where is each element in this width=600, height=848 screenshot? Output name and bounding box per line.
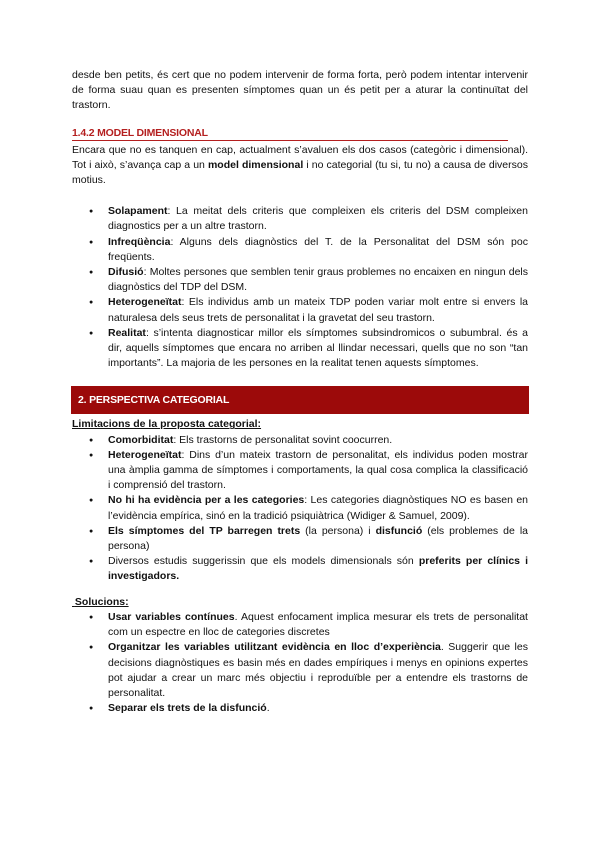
list-item — [72, 493, 528, 523]
list-item — [72, 524, 528, 554]
dimensional-paragraph-text-end: i no categorial (tu si, tu no) a causa de diversos motius. — [72, 158, 528, 187]
list-item — [72, 554, 528, 584]
list-item-text: : Dins d’un mateix trastorn de personalitat, els individus poden mostrar una àmplia gamma de símptomes i comportaments, la qual cosa complica la classificació i comprensió del trastorn. — [108, 448, 528, 492]
list-item-text: . Suggerir que les decisions diagnòstiques es basin més en dades empíriques i menys en opinions expertes pot ajudar a crear un marc més objectiu i reproduïble per a entendre els trastorns de personalitat. — [108, 641, 528, 699]
list-item-text: : La meitat dels criteris que compleixen els criteris del DSM compleixen diagnostics per a un altre trastorn. — [108, 205, 528, 233]
dimensional-reasons-list — [72, 204, 528, 371]
dimensional-paragraph-text: Encara que no es tanquen en cap, actualment s’avaluen els dos casos (categòric i dimensional). Tot i això, s’avança cap a un — [72, 143, 528, 171]
list-item — [72, 326, 528, 372]
section-banner-perspectiva-categorial: 2. PERSPECTIVA CATEGORIAL — [71, 386, 529, 414]
list-item-term: Solapament — [108, 205, 168, 218]
list-item-term: Els símptomes del TP barregen trets — [108, 524, 301, 537]
list-item — [72, 701, 528, 716]
list-item-term: Difusió — [108, 266, 144, 279]
intro-paragraph: desde ben petits, és cert que no podem intervenir de forma forta, però podem intentar intervenir de forma suau quan es presenten símptomes quan un és petit per a aturar la continuïtat del trastorn. — [72, 69, 528, 112]
list-item-term: Heterogeneïtat — [108, 448, 182, 461]
list-item — [72, 235, 528, 265]
list-item-text: : Els trastorns de personalitat sovint coocurren. — [173, 433, 393, 446]
list-item — [72, 610, 528, 640]
list-item-term-2: disfunció — [375, 524, 423, 537]
list-item — [72, 433, 528, 448]
dimensional-paragraph — [72, 143, 528, 189]
section-heading-model-dimensional: 1.4.2 MODEL DIMENSIONAL — [72, 127, 508, 141]
limitations-heading: Limitacions de la proposta categorial: — [72, 418, 262, 431]
list-item — [72, 265, 528, 295]
dimensional-paragraph-bold: model dimensional — [207, 158, 304, 171]
list-item-term: Organitzar les variables utilitzant evidència en lloc d’experiència — [108, 641, 441, 654]
list-item-term: Usar variables contínues — [108, 610, 235, 623]
list-item-term: No hi ha evidència per a les categories — [108, 494, 305, 507]
list-item-term: Comorbiditat — [108, 433, 174, 446]
solutions-heading — [72, 595, 528, 610]
list-item-term: Realitat — [108, 326, 146, 339]
list-item — [72, 204, 528, 234]
document-page — [72, 68, 528, 716]
list-item-term: Separar els trets de la disfunció — [108, 702, 267, 715]
list-item-text: : s’intenta diagnosticar millor els símptomes subsindromicos o subumbral. és a dir, aquells símptomes que encara no arriben al llindar necessari, quells que no son “tan importants”. La majoria de les persones en la realitat tenen aquests símptomes. — [108, 326, 528, 370]
list-item-text: : Moltes persones que semblen tenir graus problemes no encaixen en ningun dels diagnòstics del TDP del DSM. — [108, 266, 528, 294]
limitations-list — [72, 433, 528, 585]
list-item — [72, 295, 528, 325]
list-item-text: (la persona) i — [300, 524, 376, 537]
solutions-list — [72, 610, 528, 716]
solutions-heading-text: Solucions: — [74, 595, 129, 608]
list-item-text: Diversos estudis suggerissin que els models dimensionals són — [108, 555, 419, 568]
list-item-text: . — [266, 702, 270, 715]
list-item-term-2: preferits per clínics i investigadors. — [108, 555, 528, 583]
list-item-text: : Els individus amb un mateix TDP poden variar molt entre si envers la naturalesa dels seus trets de personalitat i la gravetat del seu trastorn. — [108, 296, 528, 324]
list-item-text-2: (els problemes de la persona) — [108, 524, 528, 553]
list-item-term: Heterogeneïtat — [108, 296, 182, 309]
list-item-text: : Alguns dels diagnòstics del T. de la Personalitat del DSM són poc freqüents. — [108, 235, 528, 263]
list-item-text: . Aquest enfocament implica mesurar els trets de personalitat com un espectre en lloc de categories discretes — [108, 610, 528, 639]
list-item-term: Infreqüència — [108, 235, 171, 248]
list-item — [72, 448, 528, 494]
list-item-text: : Les categories diagnòstiques NO es basen en l’evidència empírica, sinó en la tradició psiquiàtrica (Widiger & Samuel, 2009). — [108, 494, 528, 522]
list-item — [72, 640, 528, 701]
